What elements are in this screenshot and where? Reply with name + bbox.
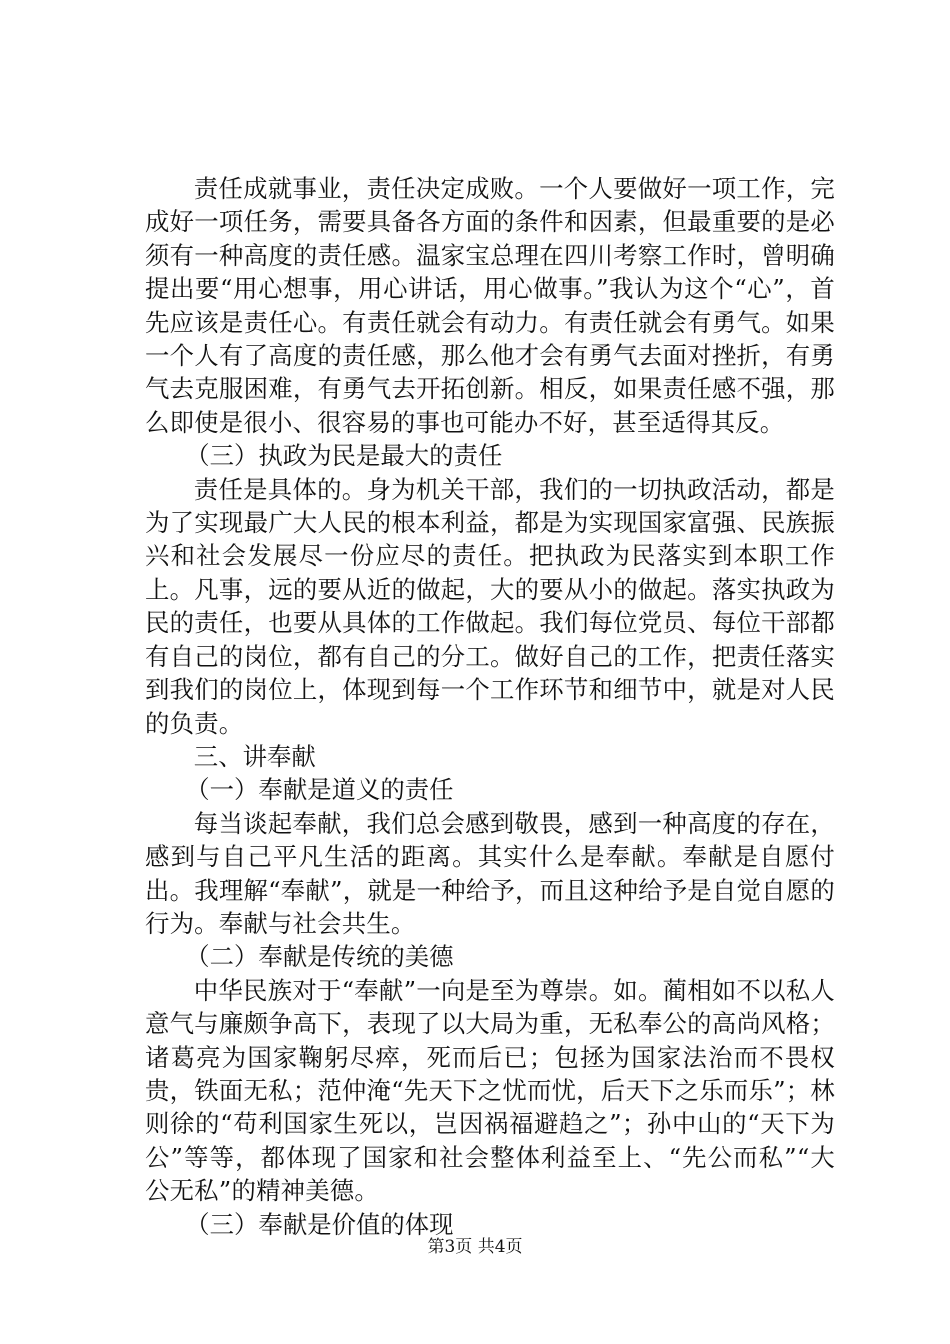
section-subheading: （二）奉献是传统的美德 [185, 942, 454, 972]
section-heading: 三、讲奉献 [193, 741, 316, 771]
body-paragraph: 每当谈起奉献，我们总会感到敬畏，感到一种高度的存在，感到与自己平凡生活的距离。其实什么是奉献。奉献是自愿付出。我理解“奉献”，就是一种给予，而且这种给予是自觉自愿的行为。奉献与社会共生。 [145, 808, 835, 938]
section-subheading: （一）奉献是道义的责任 [185, 775, 454, 805]
body-paragraph: 中华民族对于“奉献”一向是至为尊崇。如。蔺相如不以私人意气与廉颇争高下，表现了以大局为重，无私奉公的高尚风格；诸葛亮为国家鞠躬尽瘁，死而后已；包拯为国家法治而不畏权贵，铁面无私；范仲淹“先天下之忧而忧，后天下之乐而乐”；林则徐的“苟利国家生死以，岂因祸福避趋之”；孙中山的“天下为公”等等，都体现了国家和社会整体利益至上、“先公而私”“大公无私”的精神美德。 [145, 975, 835, 1206]
body-paragraph: 责任是具体的。身为机关干部，我们的一切执政活动，都是为了实现最广大人民的根本利益，都是为实现国家富强、民族振兴和社会发展尽一份应尽的责任。把执政为民落实到本职工作上。凡事，远的要从近的做起，大的要从小的做起。落实执政为民的责任，也要从具体的工作做起。我们每位党员、每位干部都有自己的岗位，都有自己的分工。做好自己的工作，把责任落实到我们的岗位上，体现到每一个工作环节和细节中，就是对人民的负责。 [145, 474, 835, 738]
section-subheading: （三）奉献是价值的体现 [185, 1209, 454, 1239]
document-body [145, 172, 835, 1241]
page-number-footer: 第3页 共4页 [427, 1237, 523, 1257]
body-paragraph: 责任成就事业，责任决定成败。一个人要做好一项工作，完成好一项任务，需要具备各方面的条件和因素，但最重要的是必须有一种高度的责任感。温家宝总理在四川考察工作时，曾明确提出要“用心想事，用心讲话，用心做事。”我认为这个“心”，首先应该是责任心。有责任就会有动力。有责任就会有勇气。如果一个人有了高度的责任感，那么他才会有勇气去面对挫折，有勇气去克服困难，有勇气去开拓创新。相反，如果责任感不强，那么即使是很小、很容易的事也可能办不好，甚至适得其反。 [145, 174, 835, 437]
section-subheading: （三）执政为民是最大的责任 [185, 441, 503, 471]
